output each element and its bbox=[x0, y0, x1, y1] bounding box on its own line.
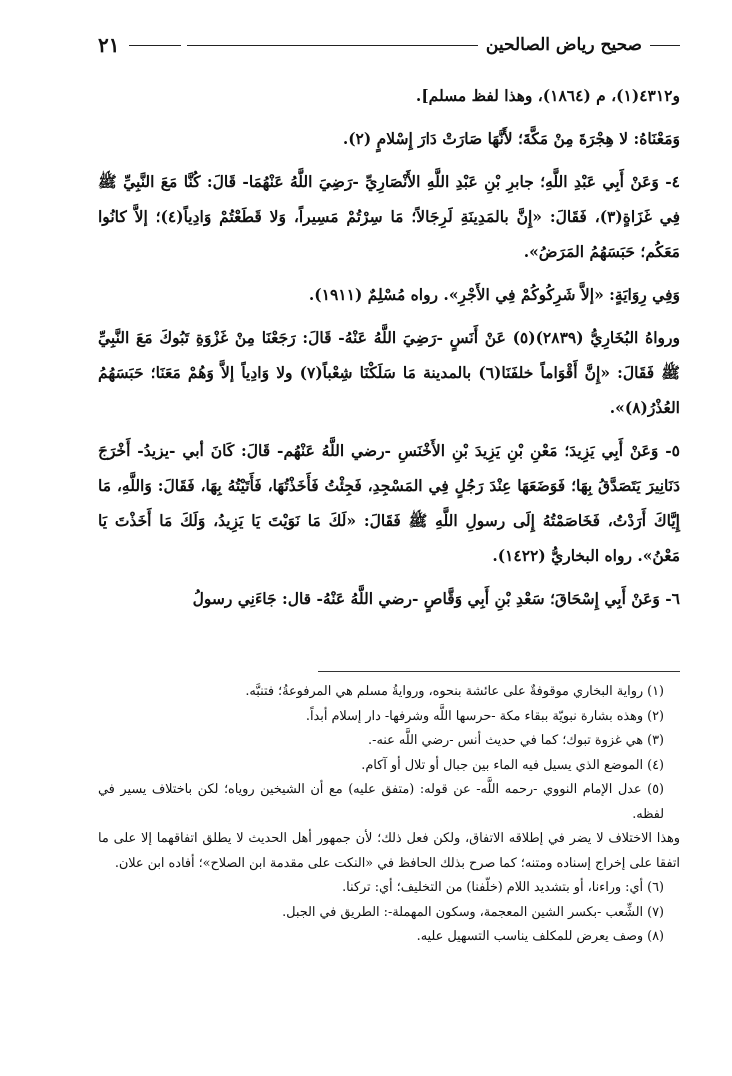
paragraph-meaning: وَمَعْنَاهُ: لا هِجْرَةَ مِنْ مَكَّةَ؛ لأَنَّهَا صَارَتْ دَارَ إِسْلامٍ (٢). bbox=[342, 129, 680, 148]
hadith-4: ٤- وَعَنْ أَبِي عَبْدِ اللَّهِ؛ جابرِ بْنِ عَبْدِ اللَّهِ الأَنْصَارِيِّ -رَضِيَ اللَّهُ عَنْهُمَا- قَالَ: كُنَّا مَعَ النَّبِيِّ ﷺ فِي غَزَاةٍ(٣)، فَقَالَ: «إِنَّ بالمَدِينَةِ لَرِجَالاً؛ مَا سِرْتُمْ مَسِيراً، وَلا قَطَعْتُمْ وَادِياً(٤)؛ إلاَّ كانُوا مَعَكُم؛ حَبَسَهُمُ المَرَضُ». bbox=[98, 172, 681, 261]
hadith-4-variant: وَفِي رِوَايَةٍ: «إلاَّ شَرِكُوكُمْ فِي الأَجْرِ». رواه مُسْلِمٌ (١٩١١). bbox=[308, 285, 680, 304]
footnote-3: (٣) هي غزوة تبوك؛ كما في حديث أنس -رضي اللَّه عنه-. bbox=[368, 733, 664, 748]
footnotes bbox=[98, 680, 680, 950]
footnote-1: (١) رواية البخاري موقوفةٌ على عائشة بنحوه، وروايةُ مسلم هي المرفوعةُ؛ فتنبَّه. bbox=[245, 684, 664, 699]
header-rule-right bbox=[650, 45, 680, 46]
header-rule-left bbox=[129, 45, 181, 46]
footnote-6: (٦) أي: وراءنا، أو بتشديد اللام (خلّفنا) من التخليف؛ أي: تركنا. bbox=[342, 880, 664, 895]
footnote-8: (٨) وصف يعرض للمكلف يناسب التسهيل عليه. bbox=[416, 929, 664, 944]
main-text bbox=[98, 78, 680, 616]
page-number: ٢١ bbox=[98, 33, 120, 57]
footnote-7: (٧) الشِّعب -بكسر الشين المعجمة، وسكون المهملة-: الطريق في الجبل. bbox=[282, 904, 664, 920]
footnote-separator bbox=[318, 671, 680, 672]
footnote-2: (٢) وهذه بشارة نبويّة ببقاء مكة -حرسها اللَّه وشرفها- دار إسلام أبداً. bbox=[305, 708, 664, 724]
book-title: صحيح رياض الصالحين bbox=[485, 35, 642, 55]
hadith-6-start: ٦- وَعَنْ أَبِي إِسْحَاقَ؛ سَعْدِ بْنِ أَبِي وَقَّاصٍ -رضي اللَّهُ عَنْهُ- قال: جَاءَنِي رسولُ bbox=[192, 589, 680, 608]
hadith-4-bukhari: ورواهُ البُخَارِيُّ (٢٨٣٩)(٥) عَنْ أَنَسٍ -رَضِيَ اللَّهُ عَنْهُ- قَالَ: رَجَعْنَا مِنْ غَزْوَةِ تَبُوكَ مَعَ النَّبِيِّ ﷺ فَقَالَ: «إِنَّ أَقْوَاماً خلفَنَا(٦) بالمدينة مَا سَلَكْنَا شِعْباً(٧) ولا وَادِياً إلاَّ وَهُمْ مَعَنَا؛ حَبَسَهُمُ العُذْرُ(٨)». bbox=[98, 328, 680, 417]
header-rule-middle bbox=[187, 45, 477, 46]
footnote-5: (٥) عدل الإمام النووي -رحمه اللَّه- عن قوله: (متفق عليه) مع أن الشيخين روياه؛ لكن باختلاف يسير في لفظه. bbox=[98, 782, 664, 822]
text-line-reference: و٤٣١٢(١)، م (١٨٦٤)، وهذا لفظ مسلم]. bbox=[415, 86, 680, 105]
hadith-5: ٥- وَعَنْ أَبِي يَزِيدَ؛ مَعْنِ بْنِ يَزِيدَ بْنِ الأَخْنَسِ -رضي اللَّهُ عَنْهُم- قَالَ: كَانَ أبي -يزيدُ- أَخْرَجَ دَنَانِيرَ يَتَصَدَّقُ بِهَا؛ فَوَضَعَهَا عِنْدَ رَجُلٍ فِي المَسْجِدِ، فَجِئْتُ فَأَخَذْتُهَا، فَأَتَيْتُهُ بِهَا، فَقَالَ: وَاللَّهِ، مَا إِيَّاكَ أَرَدْتُ، فَخَاصَمْتُهُ إِلَى رسولِ اللَّهِ ﷺ فَقَالَ: «لَكَ مَا نَوَيْتَ يَا يَزِيدُ، وَلَكَ مَا أَخَذْتَ يَا مَعْنُ». رواه البخاريُّ (١٤٢٢). bbox=[98, 441, 680, 565]
footnote-5-continuation: وهذا الاختلاف لا يضر في إطلاقه الاتفاق، ولكن فعل ذلك؛ لأن جمهور أهل الحديث لا يطلق اتفاقهما إلا على ما اتفقا على إخراج إسناده ومتنه؛ كما صرح بذلك الحافظ في «النكت على مقدمة ابن الصلاح»؛ أفاده ابن علان. bbox=[98, 831, 680, 871]
running-header bbox=[98, 30, 680, 60]
footnote-4: (٤) الموضع الذي يسيل فيه الماء بين جبال أو تلال أو آكام. bbox=[361, 757, 664, 773]
